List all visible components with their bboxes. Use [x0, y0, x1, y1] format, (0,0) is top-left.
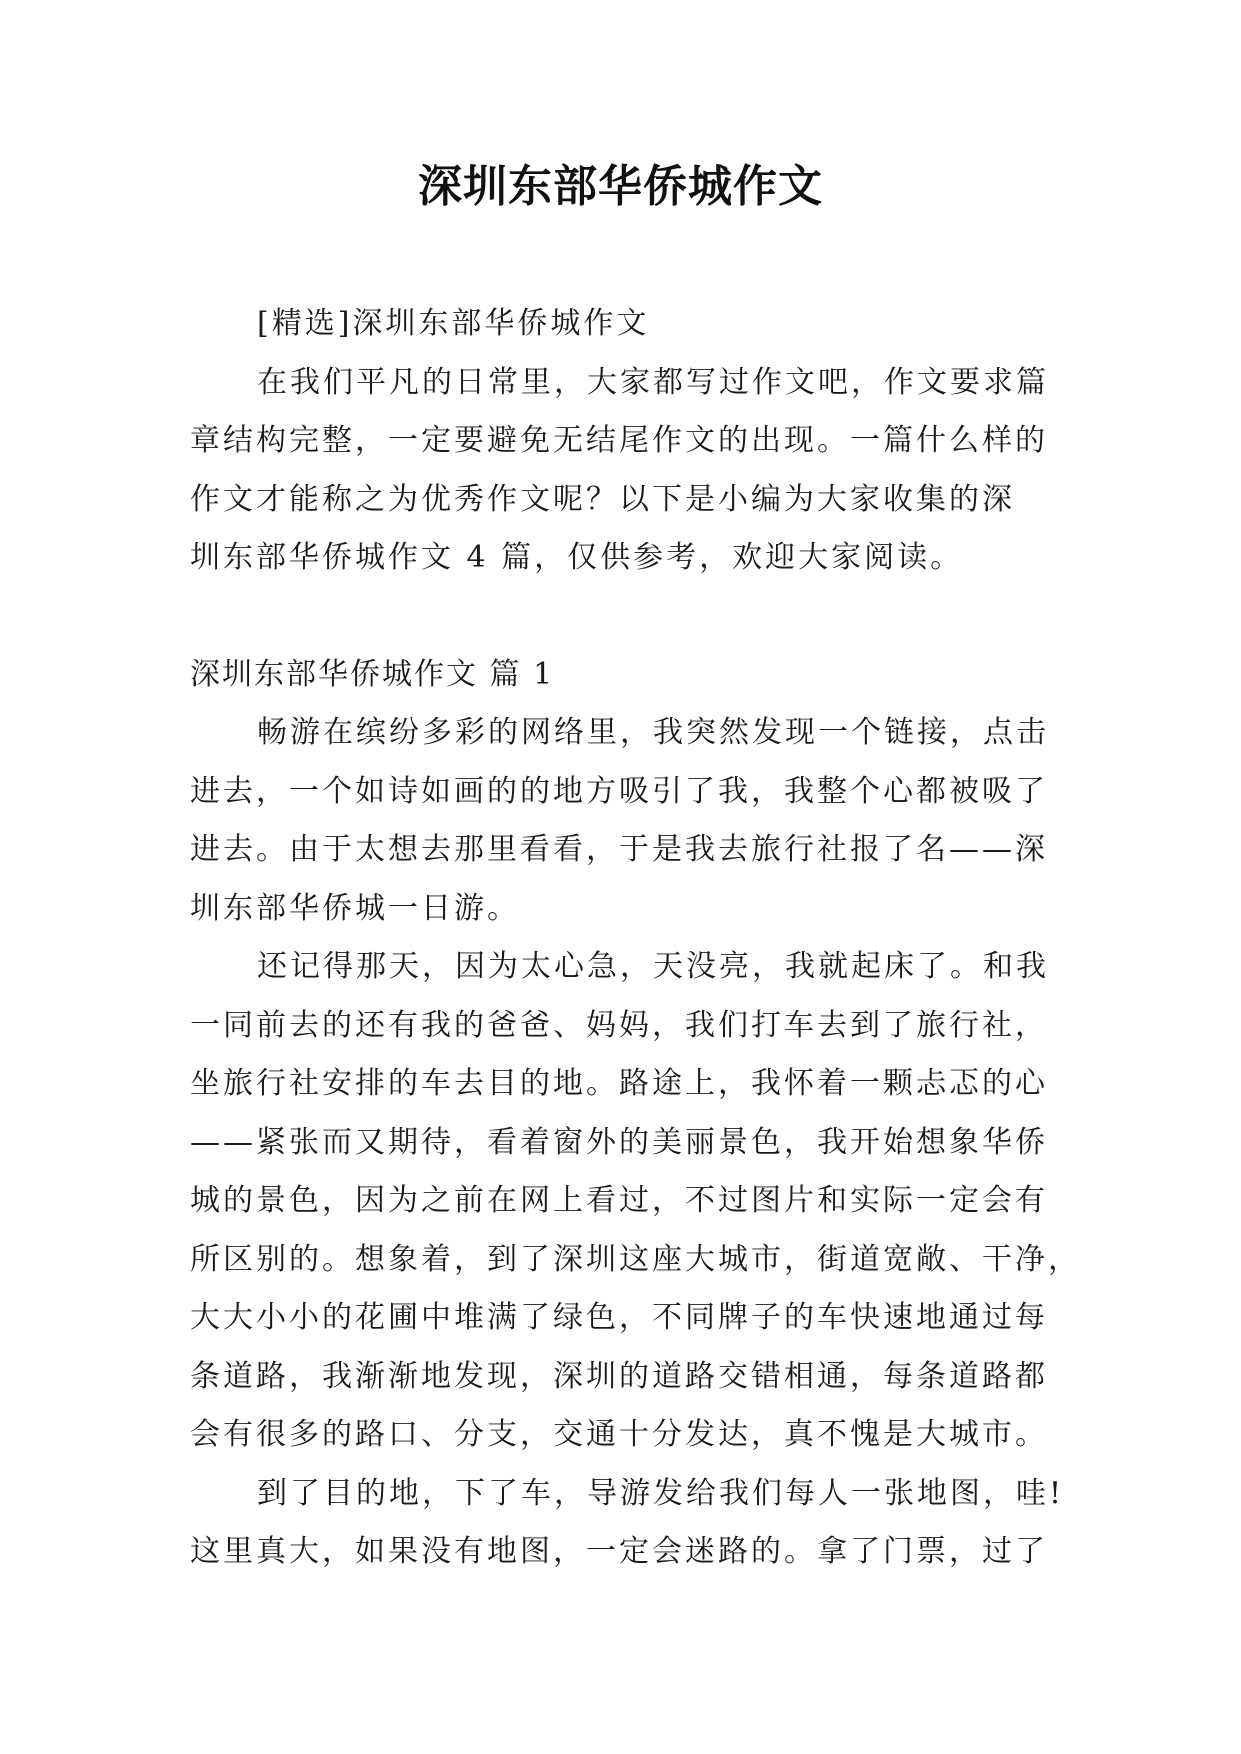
- paragraph-line: 城的景色，因为之前在网上看过，不过图片和实际一定会有: [190, 1183, 1048, 1218]
- paragraph-line: 一同前去的还有我的爸爸、妈妈，我们打车去到了旅行社，: [190, 1007, 1048, 1043]
- paragraph-line: 在我们平凡的日常里，大家都写过作文吧，作文要求篇: [257, 364, 1049, 400]
- paragraph-line: 所区别的。想象着，到了深圳这座大城市，街道宽敞、干净，: [190, 1241, 1081, 1277]
- document-body: [190, 295, 1081, 1582]
- paragraph-line: 会有很多的路口、分支，交通十分发达，真不愧是大城市。: [190, 1417, 1048, 1452]
- paragraph-line: ——紧张而又期待，看着窗外的美丽景色，我开始想象华侨: [190, 1124, 1048, 1160]
- document-title: 深圳东部华侨城作文: [418, 161, 823, 212]
- paragraph-line: 进去，一个如诗如画的的地方吸引了我，我整个心都被吸了: [190, 773, 1048, 809]
- paragraph-line: 这里真大，如果没有地图，一定会迷路的。拿了门票，过了: [190, 1534, 1048, 1569]
- paragraph-line: 畅游在缤纷多彩的网络里，我突然发现一个链接，点击: [257, 715, 1049, 750]
- intro-label: [精选]深圳东部华侨城作文: [257, 306, 650, 341]
- paragraph-line: 大大小小的花圃中堆满了绿色，不同牌子的车快速地通过每: [190, 1300, 1048, 1335]
- paragraph-line: 条道路，我渐渐地发现，深圳的道路交错相通，每条道路都: [190, 1358, 1048, 1394]
- paragraph-line: 进去。由于太想去那里看看，于是我去旅行社报了名——深: [190, 832, 1048, 867]
- blank-line: [190, 588, 1060, 646]
- paragraph-line: 圳东部华侨城作文 4 篇，仅供参考，欢迎大家阅读。: [190, 540, 964, 575]
- paragraph-line: 坐旅行社安排的车去目的地。路途上，我怀着一颗忐忑的心: [190, 1066, 1048, 1101]
- paragraph-line: 作文才能称之为优秀作文呢？以下是小编为大家收集的深: [190, 481, 1015, 517]
- section-heading: 深圳东部华侨城作文 篇 1: [190, 656, 555, 692]
- paragraph-line: 章结构完整，一定要避免无结尾作文的出现。一篇什么样的: [190, 423, 1048, 458]
- paragraph-line: 圳东部华侨城一日游。: [190, 890, 520, 926]
- paragraph-line: 还记得那天，因为太心急，天没亮，我就起床了。和我: [257, 949, 1049, 984]
- paragraph-line: 到了目的地，下了车，导游发给我们每人一张地图，哇!: [257, 1475, 1065, 1511]
